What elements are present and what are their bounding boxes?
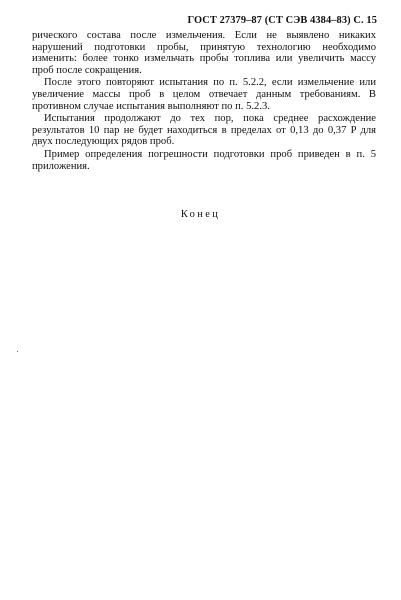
end-of-document-mark: Конец [180,209,221,220]
paragraph-continuation: рического состава после измельчения. Если не выявлено никаких нарушений подготовки пробы, принятую технологию необходимо изменить: более тонко измельчать пробы топлива или увеличить массу проб после сокращения. [32,30,376,76]
document-body [32,30,376,172]
paragraph-example-reference: Пример определения погрешности подготовки проб приведен в п. 5 приложения. [32,148,376,172]
paragraph-repeat-tests: После этого повторяют испытания по п. 5.2.2, если измельчение или увеличение массы проб в целом отвечает данным требованиям. В противном случае испытания выполняют по п. 5.2.3. [32,77,376,112]
paragraph-continue-tests: Испытания продолжают до тех пор, пока среднее расхождение результатов 10 пар не будет находиться в пределах от 0,13 до 0,37 P для двух последующих рядов проб. [32,113,376,148]
scan-speck [17,351,18,352]
page-header: ГОСТ 27379–87 (СТ СЭВ 4384–83) С. 15 [187,15,377,26]
